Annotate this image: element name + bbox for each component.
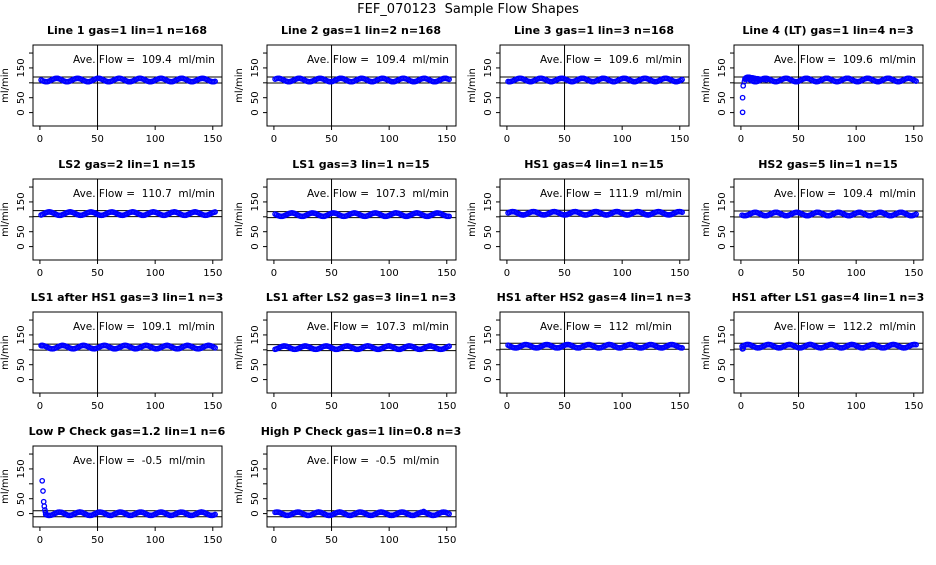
- y-tick-label: 0: [483, 243, 495, 250]
- subplot-title: HS1 gas=4 lin=1 n=15: [524, 157, 665, 171]
- subplot-title: HS1 after LS1 gas=4 lin=1 n=3: [731, 291, 925, 305]
- x-tick-label: 100: [145, 134, 165, 145]
- x-tick-label: 150: [436, 134, 456, 145]
- y-tick-label: 0: [249, 243, 261, 250]
- flow-panel: [0, 421, 234, 561]
- y-tick-label: 50: [483, 224, 495, 238]
- x-tick-label: 0: [504, 267, 511, 279]
- y-tick-label: 150: [717, 58, 728, 78]
- subplot-title: HS1 after HS2 gas=4 lin=1 n=3: [496, 291, 692, 305]
- x-tick-label: 0: [36, 401, 44, 413]
- x-tick-label: 0: [270, 134, 277, 145]
- x-tick-label: 0: [270, 267, 277, 279]
- avg-flow-annotation: Ave. Flow = 111.9 ml/min: [540, 187, 683, 200]
- y-tick-label: 0: [16, 109, 27, 116]
- flow-panel: [467, 154, 701, 294]
- x-tick-label: 0: [737, 134, 745, 145]
- page-title: FEF_070123 Sample Flow Shapes: [357, 2, 579, 17]
- subplot-title: Line 1 gas=1 lin=1 n=168: [46, 24, 208, 37]
- y-tick-label: 150: [249, 459, 261, 479]
- y-tick-label: 50: [249, 91, 261, 105]
- y-tick-label: 150: [249, 192, 261, 212]
- avg-flow-annotation: Ave. Flow = 109.1 ml/min: [73, 321, 215, 334]
- x-tick-label: 150: [203, 401, 223, 413]
- y-tick-label: 0: [483, 109, 495, 116]
- y-tick-label: 0: [16, 376, 27, 384]
- y-tick-label: 150: [249, 325, 261, 345]
- avg-flow-annotation: Ave. Flow = 109.6 ml/min: [540, 54, 683, 66]
- y-axis-label: ml/min: [233, 335, 245, 371]
- x-tick-label: 50: [792, 401, 805, 413]
- x-tick-label: 100: [846, 134, 866, 145]
- avg-flow-annotation: Ave. Flow = -0.5 ml/min: [306, 455, 439, 467]
- x-tick-label: 0: [737, 401, 745, 413]
- flow-panel: [0, 287, 234, 427]
- x-tick-label: 100: [145, 267, 165, 279]
- avg-flow-annotation: Ave. Flow = 107.3 ml/min: [306, 187, 449, 200]
- x-tick-label: 50: [558, 134, 572, 145]
- y-tick-label: 50: [483, 358, 495, 372]
- x-tick-label: 150: [436, 267, 456, 279]
- x-tick-label: 50: [91, 401, 104, 413]
- data-band: [39, 209, 217, 217]
- x-tick-label: 50: [91, 267, 104, 279]
- y-tick-label: 50: [16, 91, 27, 105]
- x-tick-label: 0: [504, 134, 511, 145]
- y-axis-label: ml/min: [701, 335, 712, 371]
- x-tick-label: 150: [670, 134, 690, 145]
- flow-panel: [467, 287, 701, 427]
- avg-flow-annotation: Ave. Flow = 109.6 ml/min: [774, 54, 916, 66]
- subplot-title: LS2 gas=2 lin=1 n=15: [58, 157, 196, 171]
- y-axis-label: ml/min: [701, 201, 712, 237]
- x-tick-label: 50: [324, 267, 338, 279]
- y-tick-label: 50: [249, 492, 261, 506]
- x-tick-label: 150: [904, 267, 924, 279]
- y-tick-label: 50: [16, 224, 27, 238]
- x-tick-label: 150: [203, 134, 223, 145]
- x-tick-label: 0: [737, 267, 745, 279]
- y-tick-label: 0: [249, 510, 261, 517]
- y-tick-label: 150: [16, 192, 27, 212]
- y-tick-label: 50: [717, 91, 728, 105]
- flow-panel: [234, 421, 468, 561]
- x-tick-label: 0: [36, 535, 44, 546]
- y-tick-label: 150: [16, 325, 27, 345]
- x-tick-label: 50: [792, 134, 805, 145]
- y-tick-label: 0: [717, 109, 728, 116]
- y-tick-label: 50: [16, 358, 27, 372]
- y-tick-label: 150: [483, 325, 495, 345]
- flow-panel: [467, 20, 701, 160]
- y-axis-label: ml/min: [467, 201, 479, 237]
- y-tick-label: 150: [717, 192, 728, 212]
- data-point: [41, 489, 45, 493]
- avg-flow-annotation: Ave. Flow = 112 ml/min: [540, 321, 673, 334]
- y-tick-label: 50: [717, 358, 728, 372]
- x-tick-label: 50: [324, 401, 338, 413]
- data-point: [740, 96, 744, 100]
- y-tick-label: 150: [16, 58, 27, 78]
- y-axis-label: ml/min: [233, 68, 245, 103]
- y-tick-label: 150: [249, 58, 261, 78]
- y-axis-label: ml/min: [701, 68, 712, 103]
- subplot-title: LS1 after LS2 gas=3 lin=1 n=3: [265, 291, 456, 305]
- x-tick-label: 100: [612, 401, 633, 413]
- y-axis-label: ml/min: [467, 68, 479, 103]
- flow-panel: [0, 154, 234, 294]
- x-tick-label: 100: [846, 267, 866, 279]
- x-tick-label: 100: [379, 267, 399, 279]
- subplot-title: Line 3 gas=1 lin=3 n=168: [514, 24, 675, 37]
- y-tick-label: 0: [16, 510, 27, 517]
- x-tick-label: 50: [324, 134, 338, 145]
- x-tick-label: 150: [436, 401, 456, 413]
- avg-flow-annotation: Ave. Flow = 109.4 ml/min: [774, 187, 916, 200]
- y-tick-label: 150: [483, 58, 495, 78]
- subplot-title: Line 4 (LT) gas=1 lin=4 n=3: [742, 24, 914, 37]
- y-axis-label: ml/min: [233, 469, 245, 504]
- avg-flow-annotation: Ave. Flow = 109.4 ml/min: [73, 54, 215, 66]
- x-tick-label: 150: [203, 535, 223, 546]
- subplot-title: Line 2 gas=1 lin=2 n=168: [280, 24, 441, 37]
- y-axis-label: ml/min: [0, 335, 11, 371]
- y-axis-label: ml/min: [0, 469, 11, 504]
- subplot-title: Low P Check gas=1.2 lin=1 n=6: [28, 425, 226, 438]
- x-tick-label: 0: [270, 401, 277, 413]
- x-tick-label: 100: [612, 267, 633, 279]
- y-axis-label: ml/min: [0, 68, 11, 103]
- y-tick-label: 0: [483, 376, 495, 384]
- avg-flow-annotation: Ave. Flow = -0.5 ml/min: [73, 455, 206, 467]
- y-axis-label: ml/min: [0, 201, 11, 237]
- y-tick-label: 50: [483, 91, 495, 105]
- y-tick-label: 50: [717, 224, 728, 238]
- subplot-title: High P Check gas=1 lin=0.8 n=3: [260, 425, 461, 438]
- avg-flow-annotation: Ave. Flow = 109.4 ml/min: [306, 54, 449, 66]
- x-tick-label: 100: [379, 134, 399, 145]
- y-tick-label: 150: [483, 192, 495, 212]
- x-tick-label: 150: [904, 134, 924, 145]
- x-tick-label: 50: [558, 401, 572, 413]
- y-tick-label: 0: [717, 376, 728, 384]
- x-tick-label: 0: [504, 401, 511, 413]
- subplot-title: LS1 after HS1 gas=3 lin=1 n=3: [30, 291, 224, 305]
- x-tick-label: 50: [792, 267, 805, 279]
- avg-flow-annotation: Ave. Flow = 107.3 ml/min: [306, 321, 449, 334]
- x-tick-label: 150: [436, 535, 456, 546]
- y-tick-label: 150: [16, 459, 27, 479]
- x-tick-label: 100: [612, 134, 633, 145]
- x-tick-label: 50: [91, 535, 104, 546]
- y-tick-label: 50: [249, 224, 261, 238]
- y-tick-label: 0: [249, 109, 261, 116]
- flow-panel: [234, 154, 468, 294]
- data-point: [40, 479, 44, 483]
- flow-panel: [234, 20, 468, 160]
- avg-flow-annotation: Ave. Flow = 110.7 ml/min: [73, 187, 215, 200]
- data-band: [273, 344, 451, 352]
- y-axis-label: ml/min: [467, 335, 479, 371]
- x-tick-label: 0: [36, 134, 44, 145]
- y-tick-label: 50: [16, 492, 27, 506]
- y-axis-label: ml/min: [233, 201, 245, 237]
- x-tick-label: 150: [203, 267, 223, 279]
- flow-panel: [0, 20, 234, 160]
- x-tick-label: 0: [36, 267, 44, 279]
- data-point: [42, 500, 46, 504]
- subplot-title: HS2 gas=5 lin=1 n=15: [758, 157, 898, 171]
- x-tick-label: 150: [670, 267, 690, 279]
- subplot-title: LS1 gas=3 lin=1 n=15: [291, 157, 430, 171]
- x-tick-label: 100: [379, 401, 399, 413]
- y-tick-label: 0: [717, 243, 728, 250]
- y-tick-label: 50: [249, 358, 261, 372]
- avg-flow-annotation: Ave. Flow = 112.2 ml/min: [774, 321, 916, 334]
- x-tick-label: 50: [558, 267, 572, 279]
- flow-panel: [234, 287, 468, 427]
- flow-panel: [701, 20, 935, 160]
- data-point: [740, 110, 744, 114]
- flow-panel: [701, 287, 935, 427]
- y-tick-label: 150: [717, 325, 728, 345]
- x-tick-label: 50: [324, 535, 338, 546]
- x-tick-label: 100: [379, 535, 399, 546]
- x-tick-label: 100: [846, 401, 866, 413]
- y-tick-label: 0: [16, 243, 27, 250]
- x-tick-label: 100: [145, 401, 165, 413]
- x-tick-label: 150: [670, 401, 690, 413]
- x-tick-label: 100: [145, 535, 165, 546]
- x-tick-label: 150: [904, 401, 924, 413]
- y-tick-label: 0: [249, 376, 261, 384]
- x-tick-label: 50: [91, 134, 104, 145]
- x-tick-label: 0: [270, 535, 277, 546]
- flow-panel: [701, 154, 935, 294]
